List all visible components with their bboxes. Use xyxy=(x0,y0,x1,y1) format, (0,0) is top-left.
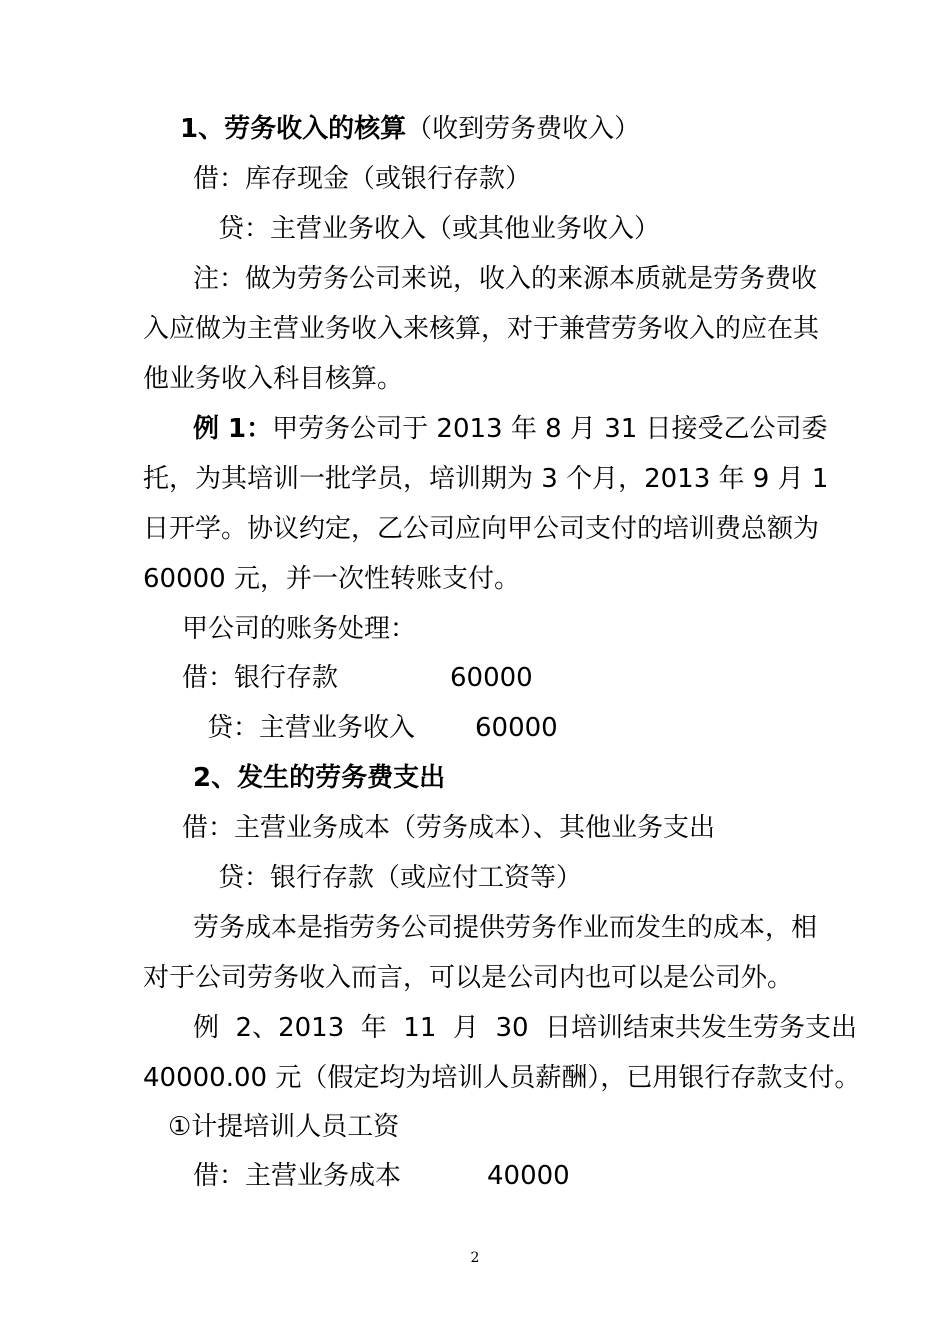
section1-heading-title: 1、劳务收入的核算 xyxy=(180,114,407,144)
treatment-title: 甲公司的账务处理： xyxy=(182,614,417,644)
section1-heading xyxy=(180,112,640,146)
step1-debit-label: 借：主营业务成本 xyxy=(193,1161,402,1191)
entry-credit-amount: 60000 xyxy=(475,713,558,743)
cost-desc-line-2: 对于公司劳务收入而言，可以是公司内也可以是公司外。 xyxy=(143,963,794,993)
example1-text-1: 甲劳务公司于 2013 年 8 月 31 日接受乙公司委 xyxy=(272,414,828,444)
example1-line-2: 托，为其培训一批学员，培训期为 3 个月，2013 年 9 月 1 xyxy=(143,464,829,494)
section2-heading: 2、发生的劳务费支出 xyxy=(193,763,446,793)
step1-title: ①计提培训人员工资 xyxy=(168,1112,400,1142)
entry-credit-label: 贷：主营业务收入 xyxy=(207,713,416,743)
note-line-3: 他业务收入科目核算。 xyxy=(143,364,404,394)
page-number: 2 xyxy=(470,1250,480,1266)
section1-debit-entry: 借：库存现金（或银行存款） xyxy=(193,164,532,194)
entry-debit-label: 借：银行存款 xyxy=(182,663,339,693)
example2-line-2: 40000.00 元（假定均为培训人员薪酬），已用银行存款支付。 xyxy=(143,1063,861,1093)
note-line-1: 注：做为劳务公司来说，收入的来源本质就是劳务费收 xyxy=(193,264,818,294)
section1-credit-entry: 贷：主营业务收入（或其他业务收入） xyxy=(218,214,661,244)
cost-desc-line-1: 劳务成本是指劳务公司提供劳务作业而发生的成本，相 xyxy=(193,913,818,943)
section2-credit-entry: 贷：银行存款（或应付工资等） xyxy=(218,863,583,893)
note-line-2: 入应做为主营业务收入来核算，对于兼营劳务收入的应在其 xyxy=(143,314,820,344)
section2-debit-entry: 借：主营业务成本（劳务成本）、其他业务支出 xyxy=(182,813,716,843)
example1-line-3: 日开学。协议约定，乙公司应向甲公司支付的培训费总额为 xyxy=(143,514,820,544)
step1-debit-amount: 40000 xyxy=(487,1161,570,1191)
example1-label: 例 1： xyxy=(193,414,273,444)
example1-line-4: 60000 元，并一次性转账支付。 xyxy=(143,564,520,594)
section1-heading-subtitle: （收到劳务费收入） xyxy=(406,114,641,144)
example1-line-1 xyxy=(193,412,828,446)
entry-debit-amount: 60000 xyxy=(450,663,533,693)
example2-line-1: 例 2、2013 年 11 月 30 日培训结束共发生劳务支出 xyxy=(193,1013,858,1043)
